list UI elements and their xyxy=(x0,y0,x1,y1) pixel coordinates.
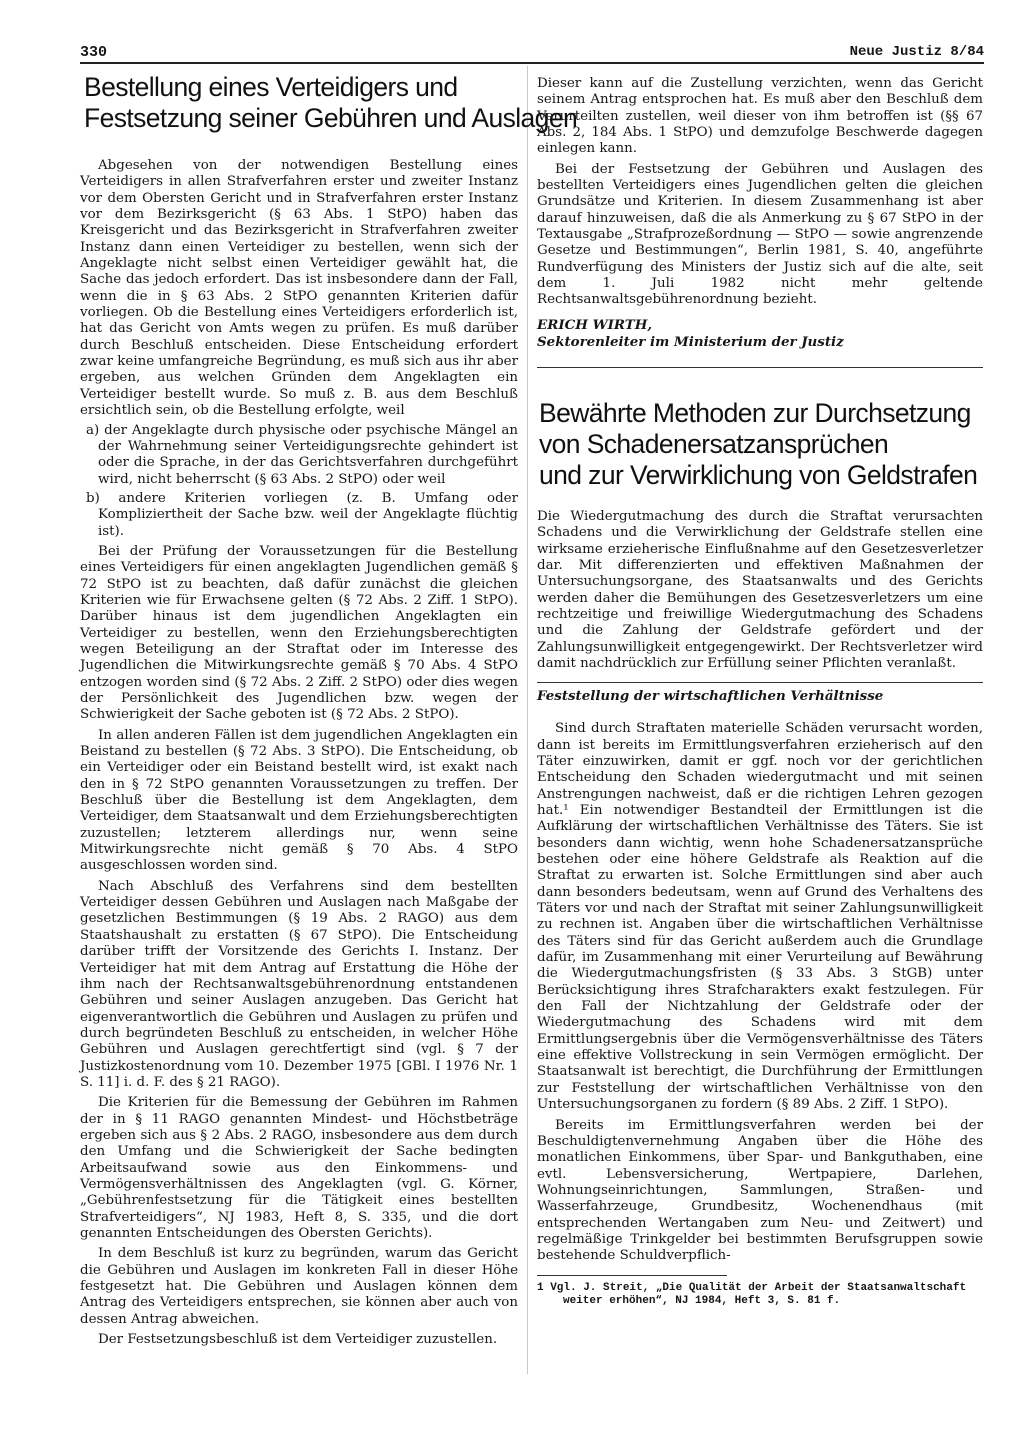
article1-paragraph-continued: Dieser kann auf die Zustellung verzichten, wenn das Gericht seinem Antrag entsprochen hat. Es muß aber den Beschluß dem Verurteilten zustellen, weil dieser von ihm betroffen ist (§§ 67 Abs. 2, 184 Abs. 1 StPO) und demzufolge Beschwerde dagegen einlegen kann. xyxy=(537,76,983,157)
article2-subheading: Feststellung der wirtschaftlichen Verhältnisse xyxy=(537,682,983,705)
article2-title-line2: von Schadenersatzansprüchen xyxy=(539,428,889,459)
article1-paragraph: Nach Abschluß des Verfahrens sind dem bestellten Verteidiger dessen Gebühren und Auslagen nach Maßgabe der gesetzlichen Bestimmungen (§ 19 Abs. 2 RAGO) aus dem Staatshaushalt zu erstatten (§ 67 StPO). Die Entscheidung darüber trifft der Vorsitzende des Gerichts I. Instanz. Der Verteidiger hat mit dem Antrag auf Erstattung die Höhe der ihm nach der Rechtsanwaltsgebührenordnung entstandenen Gebühren und seiner Auslagen anzugeben. Das Gericht hat eigenverantwortlich die Gebühren und Auslagen zu prüfen und durch begründeten Beschluß zu entscheiden, in welcher Höhe Gebühren und Auslagen gerechtfertigt sind (vgl. § 7 der Justizkostenordnung vom 10. Dezember 1975 [GBl. I 1976 Nr. 1 S. 11] i. d. F. des § 21 RAGO). xyxy=(80,878,518,1090)
article1-paragraph: Abgesehen von der notwendigen Bestellung eines Verteidigers in allen Strafverfahren erster und zweiter Instanz vor dem Obersten Gericht und in Strafverfahren erster Instanz vor dem Bezirksgericht (§ 63 Abs. 1 StPO) haben das Kreisgericht und das Bezirksgericht in Strafverfahren zweiter Instanz dann einen Verteidiger zu bestellen, wenn sich der Angeklagte nicht selbst einen Verteidiger gewählt hat, die Sache das jedoch erfordert. Das ist insbesondere dann der Fall, wenn die in § 63 Abs. 2 StPO genannten Kriterien dafür vorliegen. Ob die Bestellung eines Verteidigers erforderlich ist, hat das Gericht von Amts wegen zu prüfen. Es muß darüber durch Beschluß entscheiden. Diese Entscheidung erfordert zwar keine umfangreiche Begründung, es muß sich aus ihr aber ergeben, aus welchen Gründen dem Angeklagten ein Verteidiger bestellt wurde. So muß z. B. aus dem Beschluß ersichtlich sein, ob die Bestellung erfolgte, weil xyxy=(80,158,518,419)
article2-paragraph: Bereits im Ermittlungsverfahren werden bei der Beschuldigtenvernehmung Angaben über die Höhe des monatlichen Einkommens, über Spar- und Bankguthaben, eine evtl. Lebensversicherung, Wertpapiere, Darlehen, Wohnungseinrichtungen, Sammlungen, Straßen- und Wasserfahrzeuge, Grundbesitz, Wochenendhaus (mit entsprechenden Wertangaben zum Neu- und Zeitwert) und regelmäßige Trinkgelder bei bestimmten Berufsgruppen sowie bestehende Schuldverpflich- xyxy=(537,1117,983,1264)
column-divider xyxy=(527,66,528,1374)
article1-paragraph: Die Kriterien für die Bemessung der Gebühren im Rahmen der in § 11 RAGO genannten Mindest- und Höchstbeträge ergeben sich aus § 2 Abs. 2 RAGO, insbesondere aus dem durch den Umfang und die Schwierigkeit der Sache bedingten Arbeitsaufwand sowie aus den Einkommens- und Vermögensverhältnissen des Angeklagten (vgl. G. Körner, „Gebührenfestsetzung für die Tätigkeit eines bestellten Strafverteidigers“, NJ 1983, Heft 8, S. 335, und die dort genannten Entscheidungen des Obersten Gerichts). xyxy=(80,1095,518,1241)
article1-paragraph: In allen anderen Fällen ist dem jugendlichen Angeklagten ein Beistand zu bestellen (§ 72 Abs. 3 StPO). Die Entscheidung, ob ein Verteidiger oder ein Beistand bestellt wird, ist exakt nach den in § 72 StPO genannten Voraussetzungen zu treffen. Der Beschluß über die Bestellung ist dem Angeklagten, dem Verteidiger, dem Staatsanwalt und dem Erziehungsberechtigten zuzustellen; letzterem allerdings nur, wenn seine Mitwirkungsrechte nicht gemäß § 70 Abs. 4 StPO ausgeschlossen worden sind. xyxy=(80,727,518,874)
article1-paragraph: Bei der Prüfung der Voraussetzungen für die Bestellung eines Verteidigers für einen angeklagten Jugendlichen gemäß § 72 StPO ist zu beachten, daß dafür zunächst die gleichen Kriterien wie für Erwachsene gelten (§ 72 Abs. 2 Ziff. 1 StPO). Darüber hinaus ist dem jugendlichen Angeklagten ein Verteidiger zu bestellen, wenn den Erziehungsberechtigten wegen Beteiligung an der Straftat oder im Interesse des Jugendlichen die Mitwirkungsrechte gemäß § 70 Abs. 4 StPO entzogen worden sind (§ 72 Abs. 2 Ziff. 2 StPO) oder dies wegen der Persönlichkeit des Jugendlichen bzw. wegen der Schwierigkeit der Sache geboten ist (§ 72 Abs. 2 StPO). xyxy=(80,543,518,723)
article1-title xyxy=(84,72,578,134)
header-rule xyxy=(80,62,984,64)
article1-list-item-a: a) der Angeklagte durch physische oder psychische Mängel an der Wahrnehmung seiner Verteidigungsrechte gehindert ist oder die Sprache, in der das Gerichtsverfahren durchgeführt wird, nicht beherrscht (§ 63 Abs. 2 StPO) oder weil xyxy=(86,422,518,487)
article2-lead: Die Wiedergutmachung des durch die Straftat verursachten Schadens und die Verwirklichung der Geldstrafe stellen eine wirksame erzieherische Einflußnahme auf den Gesetzesverletzer dar. Mit differenzierten und effektiven Maßnahmen der Untersuchungsorgane, des Staatsanwalts und des Gerichts werden daher die Bemühungen des Gesetzesverletzers um eine rechtzeitige und freiwillige Wiedergutmachung des Schadens und die Zahlung der Geldstrafe gefördert und der Zahlungsunwilligkeit entgegengewirkt. Der Rechtsverletzer wird damit nachdrücklich zur Erfüllung seiner Pflichten veranlaßt. xyxy=(537,508,983,671)
article2-title xyxy=(539,398,983,491)
author-name: ERICH WIRTH, xyxy=(537,316,653,333)
article1-paragraph: Bei der Festsetzung der Gebühren und Auslagen des bestellten Verteidigers eines Jugendlichen gelten die gleichen Grundsätze und Kriterien. In diesem Zusammenhang ist aber darauf hinzuweisen, daß die als Anmerkung zu § 67 StPO in der Textausgabe „Strafprozeßordnung — StPO — sowie angrenzende Gesetze und Bestimmungen“, Berlin 1981, S. 40, angeführte Rundverfügung des Ministers der Justiz sich auf die alte, seit dem 1. Juli 1982 nicht mehr geltende Rechtsanwaltsgebührenordnung bezieht. xyxy=(537,161,983,308)
article1-paragraph: In dem Beschluß ist kurz zu begründen, warum das Gericht die Gebühren und Auslagen im konkreten Fall in dieser Höhe festgesetzt hat. Die Gebühren und Auslagen können dem Antrag des Verteidigers entsprechen, sie können aber auch von dessen Antrag abweichen. xyxy=(80,1246,518,1327)
article2-paragraph: Sind durch Straftaten materielle Schäden verursacht worden, dann ist bereits im Ermittlungsverfahren erzieherisch auf den Täter einzuwirken, damit er ggf. noch vor der gerichtlichen Entscheidung den Schaden wiedergutmacht und mit seinen Anstrengungen nachweist, daß er die richtigen Lehren gezogen hat.¹ Ein notwendiger Bestandteil der Ermittlungen ist die Aufklärung der wirtschaftlichen Verhältnisse des Täters. Sie ist besonders dann wichtig, wenn hohe Schadenersatzansprüche bestehen oder eine höhere Geldstrafe als Reaktion auf die Straftat zu erwarten ist. Solche Ermittlungen sind aber auch dann besonders bedeutsam, wenn auf Grund des Verhaltens des Täters vor und nach der Straftat mit seiner Zahlungsunwilligkeit zu rechnen ist. Angaben über die wirtschaftlichen Verhältnisse des Täters sind für das Gericht außerdem auch die Grundlage dafür, im Zusammenhang mit einer Verurteilung auf Bewährung die Wiedergutmachungsfristen (§ 33 Abs. 3 StGB) unter Berücksichtigung ihres Strafcharakters exakt festzulegen. Für den Fall der Nichtzahlung der Geldstrafe oder der Wiedergutmachung des Schadens wird mit dem Ermittlungsergebnis über die Vermögensverhältnisse des Täters eine effektive Vollstreckung in sein Vermögen ermöglicht. Der Staatsanwalt ist berechtigt, die Durchführung der Ermittlungen zur Feststellung der wirtschaftlichen Verhältnisse von den Untersuchungsorganen zu fordern (§ 89 Abs. 2 Ziff. 1 StPO). xyxy=(537,721,983,1113)
article2-title-line3: und zur Verwirklichung von Geldstrafen xyxy=(539,459,978,490)
article1-title-line2: Festsetzung seiner Gebühren und Auslagen xyxy=(84,103,578,133)
page-number: 330 xyxy=(80,44,108,61)
right-column xyxy=(537,76,983,1308)
article1-paragraph: Der Festsetzungsbeschluß ist dem Verteidiger zuzustellen. xyxy=(98,1332,498,1348)
journal-issue: Neue Justiz 8/84 xyxy=(849,44,984,60)
author-role: Sektorenleiter im Ministerium der Justiz xyxy=(537,333,844,350)
article1-title-line1: Bestellung eines Verteidigers und xyxy=(84,72,458,102)
article2-title-line1: Bewährte Methoden zur Durchsetzung xyxy=(539,397,971,428)
article1-list-item-b: b) andere Kriterien vorliegen (z. B. Umfang oder Kompliziertheit der Sache bzw. weil der Angeklagte flüchtig ist). xyxy=(86,490,518,539)
left-column xyxy=(80,72,578,1348)
footnote: 1 Vgl. J. Streit, „Die Qualität der Arbeit der Staatsanwaltschaft weiter erhöhen“, NJ 1984, Heft 3, S. 81 f. xyxy=(537,1281,967,1307)
